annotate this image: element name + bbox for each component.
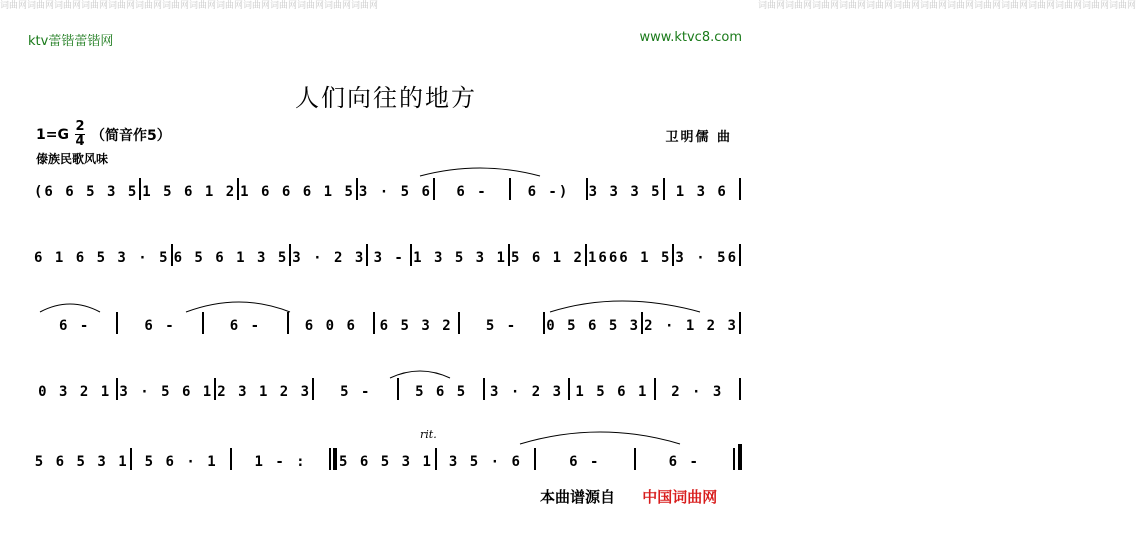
slur xyxy=(40,304,100,312)
measure: 5 6 5 3 1 xyxy=(339,454,433,470)
header-watermark-left: ktv蕾锴蕾锴网 xyxy=(28,34,114,49)
time-denominator: 4 xyxy=(75,134,85,149)
measure: 3 · 2 3 xyxy=(292,250,366,266)
measure: 1 3 6 xyxy=(675,184,728,200)
measure: 2 3 1 2 3 xyxy=(217,384,312,400)
measure: 3 · 5 6 1 xyxy=(119,384,214,400)
style-marking: 傣族民歌风味 xyxy=(36,152,109,166)
measure: 6 -) xyxy=(527,184,570,200)
measure: 6 - xyxy=(569,454,601,470)
measure: 1 5 6 1 2 xyxy=(142,184,237,200)
measure: 6 - xyxy=(456,184,488,200)
side-watermark-left: 词曲网词曲网词曲网词曲网词曲网词曲网词曲网词曲网词曲网词曲网词曲网词曲网词曲网词曲网 xyxy=(0,1,379,11)
measure: 6 0 6 xyxy=(304,318,357,334)
measure: 2 · 1 2 3 xyxy=(644,318,738,334)
measure: 5 - xyxy=(340,384,372,400)
measure: 6 5 3 2 xyxy=(379,318,453,334)
measure: 3 · 56 xyxy=(675,250,738,266)
measure: 1 3 5 3 1 xyxy=(413,250,507,266)
song-title: 人们向往的地方 xyxy=(295,84,477,112)
measure: 3 5 · 6 xyxy=(448,454,522,470)
measure: 3 · 5 6 xyxy=(358,184,432,200)
composer: 卫明儒 曲 xyxy=(665,130,732,145)
measure: 6 - xyxy=(144,318,176,334)
key-label: 1=G xyxy=(36,126,69,143)
measure: 6 - xyxy=(59,318,91,334)
measure: 1 6 6 6 1 5 xyxy=(240,184,355,200)
slur xyxy=(550,301,700,312)
footer-brand-link[interactable]: 中国词曲网 xyxy=(642,488,718,506)
measure: 5 6 5 xyxy=(415,384,468,400)
key-note: （简音作5） xyxy=(90,127,171,144)
measure: 0 5 6 5 3 xyxy=(546,318,641,334)
measure: 3 3 3 5 xyxy=(588,184,662,200)
measure: 5 6 5 3 1 xyxy=(34,454,129,470)
footer-source xyxy=(540,486,717,507)
measure: 3 · 2 3 xyxy=(490,384,564,400)
measure: 1666 1 5 xyxy=(587,250,672,266)
measure: 5 - xyxy=(485,318,518,334)
slur xyxy=(420,168,540,176)
time-numerator: 2 xyxy=(75,119,85,134)
measure: 6 - xyxy=(668,454,700,470)
measure: 6 1 6 5 3 · 5 xyxy=(34,250,170,266)
measure: 1 - : xyxy=(254,454,307,470)
measure: 2 · 3 xyxy=(671,384,724,400)
rit-marking: rit. xyxy=(420,428,437,441)
slur xyxy=(520,432,680,444)
side-watermark-right: 词曲网词曲网词曲网词曲网词曲网词曲网词曲网词曲网词曲网词曲网词曲网词曲网词曲网词曲网 xyxy=(758,1,1136,11)
slur xyxy=(390,371,450,378)
header-watermark-right[interactable]: www.ktvc8.com xyxy=(639,30,742,45)
slur xyxy=(186,302,290,312)
measure: 5 6 · 1 xyxy=(144,454,218,470)
measure: 1 5 6 1 xyxy=(575,384,649,400)
measure: 5 6 1 2 xyxy=(510,250,584,266)
footer-source-label: 本曲谱源自 xyxy=(540,488,616,506)
measure: 0 3 2 1 xyxy=(38,384,112,400)
measure: (6 6 5 3 5 xyxy=(34,184,139,200)
measure: 6 - xyxy=(229,318,262,334)
measure: 3 - xyxy=(373,250,405,266)
measure: 6 5 6 1 3 5 xyxy=(173,250,289,266)
